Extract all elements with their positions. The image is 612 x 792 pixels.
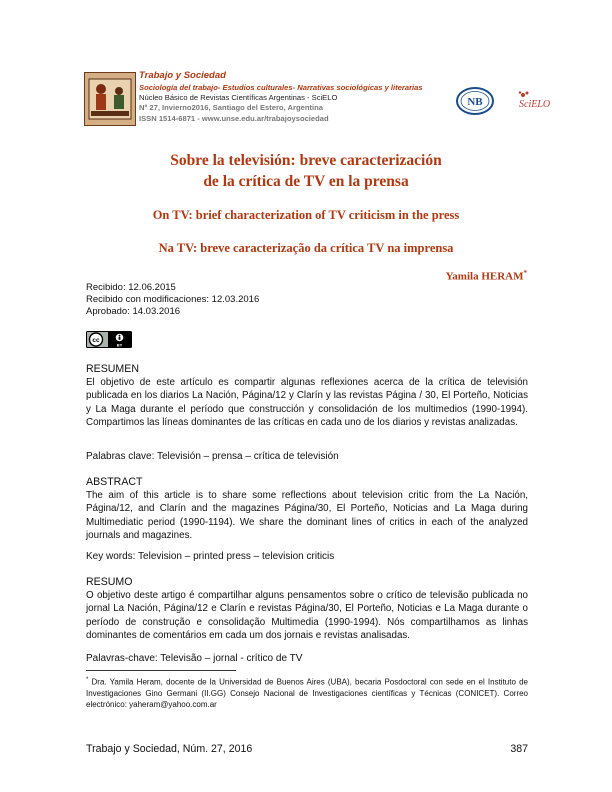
abstract-section xyxy=(86,476,528,543)
footnote-separator xyxy=(86,670,236,671)
author-name-text: Yamila HERAM xyxy=(445,270,524,283)
abstract-text: The aim of this article is to share some reflections about television critic from the La Nación, Página/12, and Clarín and the magazines Página/30, El Porteño, Noticias and La Maga during Multimediatic period (1990-1194). We share the dominant lines of critics in each of the analyzed journals and magazines. xyxy=(86,490,528,542)
page-number: 387 xyxy=(510,743,528,755)
by-icon: BY xyxy=(116,342,123,348)
journal-issue: Nº 27, Invierno2016, Santiago del Estero, Argentina xyxy=(139,103,323,112)
scielo-logo-text: SciELO xyxy=(519,99,551,110)
article-title xyxy=(0,150,612,192)
cc-license-badge[interactable] xyxy=(86,331,132,348)
nucleo-basico-logo xyxy=(455,86,495,116)
author-footnote-mark: * xyxy=(523,269,527,277)
article-title-line2: de la crítica de TV en la prensa xyxy=(203,173,409,190)
footnote-mark: * xyxy=(86,677,89,683)
portuguese-title: Na TV: breve caracterização da crítica TV na imprensa xyxy=(158,241,454,255)
submission-dates xyxy=(86,282,259,318)
resumen-section xyxy=(86,363,528,430)
resumo-text: O objetivo deste artigo é compartilhar alguns pensamentos sobre o crítico de televisão publicada no jornal La Nación, Página/12 e Clarín e revistas Página/30, El Porteño, Noticias e La Maga durante o período de construção e consolidação Multimedia (1990-1994). Nós compartilhamos as linhas dominantes de comentários em cada um dos jornais e revistas analisadas. xyxy=(86,590,528,642)
resumo-heading: RESUMO xyxy=(86,576,133,588)
author-name xyxy=(446,269,527,283)
footnote xyxy=(86,675,528,710)
abstract-keywords: Key words: Television – printed press – television criticis xyxy=(86,551,335,562)
journal-issn: ISSN 1514-6871 - www.unse.edu.ar/trabajoysociedad xyxy=(139,114,329,123)
journal-logo xyxy=(84,72,136,126)
article-title-line1: Sobre la televisión: breve caracterización xyxy=(170,152,442,169)
resumo-keywords: Palavras-chave: Televisão – jornal - crítico de TV xyxy=(86,653,303,664)
resumen-keywords: Palabras clave: Televisión – prensa – crítica de televisión xyxy=(86,451,339,462)
journal-title: Trabajo y Sociedad xyxy=(139,70,226,81)
cc-icon: cc xyxy=(92,337,100,344)
scielo-logo xyxy=(515,90,557,114)
date-approved: Aprobado: 14.03.2016 xyxy=(86,306,181,317)
journal-index: Núcleo Básico de Revistas Científicas Argentinas - SciELO xyxy=(139,93,338,102)
resumo-section xyxy=(86,576,528,643)
footnote-text: Dra. Yamila Heram, docente de la Universidad de Buenos Aires (UBA), becaria Posdoctoral con sede en el Instituto de Investigaciones Gino Germani (II.GG) Consejo Nacional de Investigaciones científicas y Técnicas (CONICET). Correo electrónico: yaheram@yahoo.com.ar xyxy=(86,677,528,709)
resumen-text: El objetivo de este artículo es compartir algunas reflexiones acerca de la crítica de televisión publicada en los diarios La Nación, Página/12 y Clarín y las revistas Página / 30, El Porteño, Noticias y La Maga durante el período que construcción y consolidación de los multimedios (1990-1994). Compartimos las líneas dominantes de las críticas en cada uno de los diarios y revistas analizadas. xyxy=(86,377,528,429)
date-received: Recibido: 12.06.2015 xyxy=(86,282,176,293)
nb-logo-text: NB xyxy=(467,96,483,108)
abstract-heading: ABSTRACT xyxy=(86,476,143,488)
footer-journal-issue: Trabajo y Sociedad, Núm. 27, 2016 xyxy=(86,743,253,755)
date-modified: Recibido con modificaciones: 12.03.2016 xyxy=(86,294,260,305)
journal-subtitle: Sociología del trabajo- Estudios culturales- Narrativas sociológicas y literarias xyxy=(139,83,423,92)
resumen-heading: RESUMEN xyxy=(86,363,139,375)
english-title: On TV: brief characterization of TV criticism in the press xyxy=(152,208,460,222)
